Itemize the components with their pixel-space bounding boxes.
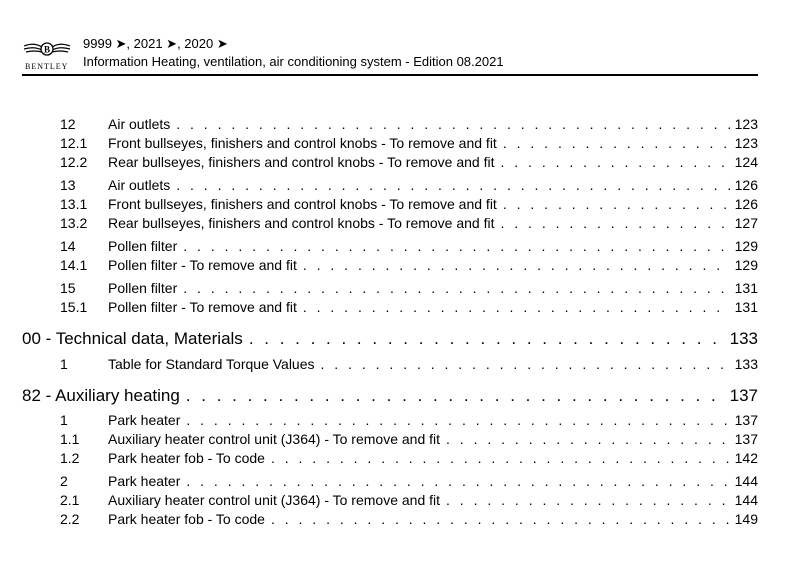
toc-number: 14.1: [60, 257, 88, 273]
svg-text:B: B: [43, 44, 51, 55]
toc-title: Air outlets: [108, 177, 171, 193]
toc-page: 144: [734, 473, 758, 489]
toc-title: Auxiliary heater control unit (J364) - To remove and fit: [108, 431, 441, 447]
toc-page: 133: [729, 329, 758, 348]
toc-number: 13.2: [60, 215, 88, 231]
toc-entry[interactable]: [60, 154, 758, 172]
toc-entry[interactable]: [60, 511, 758, 529]
toc-entry[interactable]: [60, 280, 758, 298]
toc-entry[interactable]: [60, 238, 758, 256]
toc-title: Air outlets: [108, 116, 171, 132]
leader-dots: [183, 280, 730, 296]
leader-dots: [183, 238, 730, 254]
toc-page: 123: [734, 135, 758, 151]
leader-dots: [446, 431, 730, 447]
leader-dots: [271, 450, 730, 466]
leader-dots: [503, 196, 730, 212]
toc-entry[interactable]: [60, 196, 758, 214]
toc-number: 12: [60, 116, 76, 132]
toc-page: 137: [734, 412, 758, 428]
toc-number: 13.1: [60, 196, 88, 212]
toc-number: 2.1: [60, 492, 80, 508]
toc-page: 124: [734, 154, 758, 170]
toc-page: 131: [734, 280, 758, 296]
toc-chapter[interactable]: [22, 386, 758, 408]
toc-title: Pollen filter - To remove and fit: [108, 299, 297, 315]
leader-dots: [303, 299, 730, 315]
toc-number: 1.1: [60, 431, 80, 447]
toc-number: 12.1: [60, 135, 88, 151]
toc-number: 1: [60, 356, 68, 372]
toc-number: 2.2: [60, 511, 80, 527]
toc-number: 14: [60, 238, 76, 254]
leader-dots: [176, 116, 730, 132]
toc-page: 127: [734, 215, 758, 231]
leader-dots: [271, 511, 730, 527]
toc-entry[interactable]: [60, 177, 758, 195]
toc-number: 2: [60, 473, 68, 489]
toc-page: 149: [734, 511, 758, 527]
toc-title: Park heater fob - To code: [108, 450, 265, 466]
toc-title: Park heater fob - To code: [108, 511, 265, 527]
toc-number: 15: [60, 280, 76, 296]
leader-dots: [176, 177, 730, 193]
bentley-logo: [22, 38, 72, 72]
toc-title: Table for Standard Torque Values: [108, 356, 315, 372]
leader-dots: [501, 215, 731, 231]
toc-title: Park heater: [108, 412, 181, 428]
toc-title: Front bullseyes, finishers and control knobs - To remove and fit: [108, 135, 497, 151]
toc-page: 137: [734, 431, 758, 447]
toc-title: 82 - Auxiliary heating: [22, 386, 180, 405]
brand-name: BENTLEY: [25, 62, 69, 71]
toc-entry[interactable]: [60, 215, 758, 233]
toc-page: 144: [734, 492, 758, 508]
toc-entry[interactable]: [60, 450, 758, 468]
toc-page: 142: [734, 450, 758, 466]
toc-entry[interactable]: [60, 257, 758, 275]
leader-dots: [446, 492, 730, 508]
toc-chapter[interactable]: [22, 329, 758, 351]
toc-title: Front bullseyes, finishers and control knobs - To remove and fit: [108, 196, 497, 212]
toc-title: Pollen filter - To remove and fit: [108, 257, 297, 273]
leader-dots: [186, 386, 726, 406]
document-title: Information Heating, ventilation, air conditioning system - Edition 08.2021: [83, 54, 504, 69]
toc-number: 15.1: [60, 299, 88, 315]
toc-entry[interactable]: [60, 492, 758, 510]
leader-dots: [186, 412, 730, 428]
toc-page: 129: [734, 257, 758, 273]
toc-entry[interactable]: [60, 299, 758, 317]
toc-number: 12.2: [60, 154, 88, 170]
toc-page: 123: [734, 116, 758, 132]
leader-dots: [501, 154, 731, 170]
toc-page: 126: [734, 196, 758, 212]
toc-page: 131: [734, 299, 758, 315]
toc-title: 00 - Technical data, Materials: [22, 329, 243, 348]
toc-entry[interactable]: [60, 356, 758, 374]
toc-number: 13: [60, 177, 76, 193]
leader-dots: [303, 257, 730, 273]
toc-title: Pollen filter: [108, 238, 178, 254]
toc-entry[interactable]: [60, 431, 758, 449]
toc-title: Rear bullseyes, finishers and control knobs - To remove and fit: [108, 154, 495, 170]
toc-entry[interactable]: [60, 116, 758, 134]
toc-title: Park heater: [108, 473, 181, 489]
leader-dots: [186, 473, 730, 489]
toc-page: 129: [734, 238, 758, 254]
toc-title: Rear bullseyes, finishers and control knobs - To remove and fit: [108, 215, 495, 231]
leader-dots: [321, 356, 730, 372]
toc-page: 126: [734, 177, 758, 193]
leader-dots: [249, 329, 726, 349]
toc-page: 137: [729, 386, 758, 405]
toc-title: Auxiliary heater control unit (J364) - To remove and fit: [108, 492, 441, 508]
leader-dots: [503, 135, 730, 151]
toc-title: Pollen filter: [108, 280, 178, 296]
toc-entry[interactable]: [60, 473, 758, 491]
toc-entry[interactable]: [60, 135, 758, 153]
document-header: [22, 36, 758, 76]
toc-number: 1.2: [60, 450, 80, 466]
toc-page: 133: [734, 356, 758, 372]
model-years: 9999 ➤, 2021 ➤, 2020 ➤: [83, 36, 228, 51]
toc-entry[interactable]: [60, 412, 758, 430]
toc-number: 1: [60, 412, 68, 428]
